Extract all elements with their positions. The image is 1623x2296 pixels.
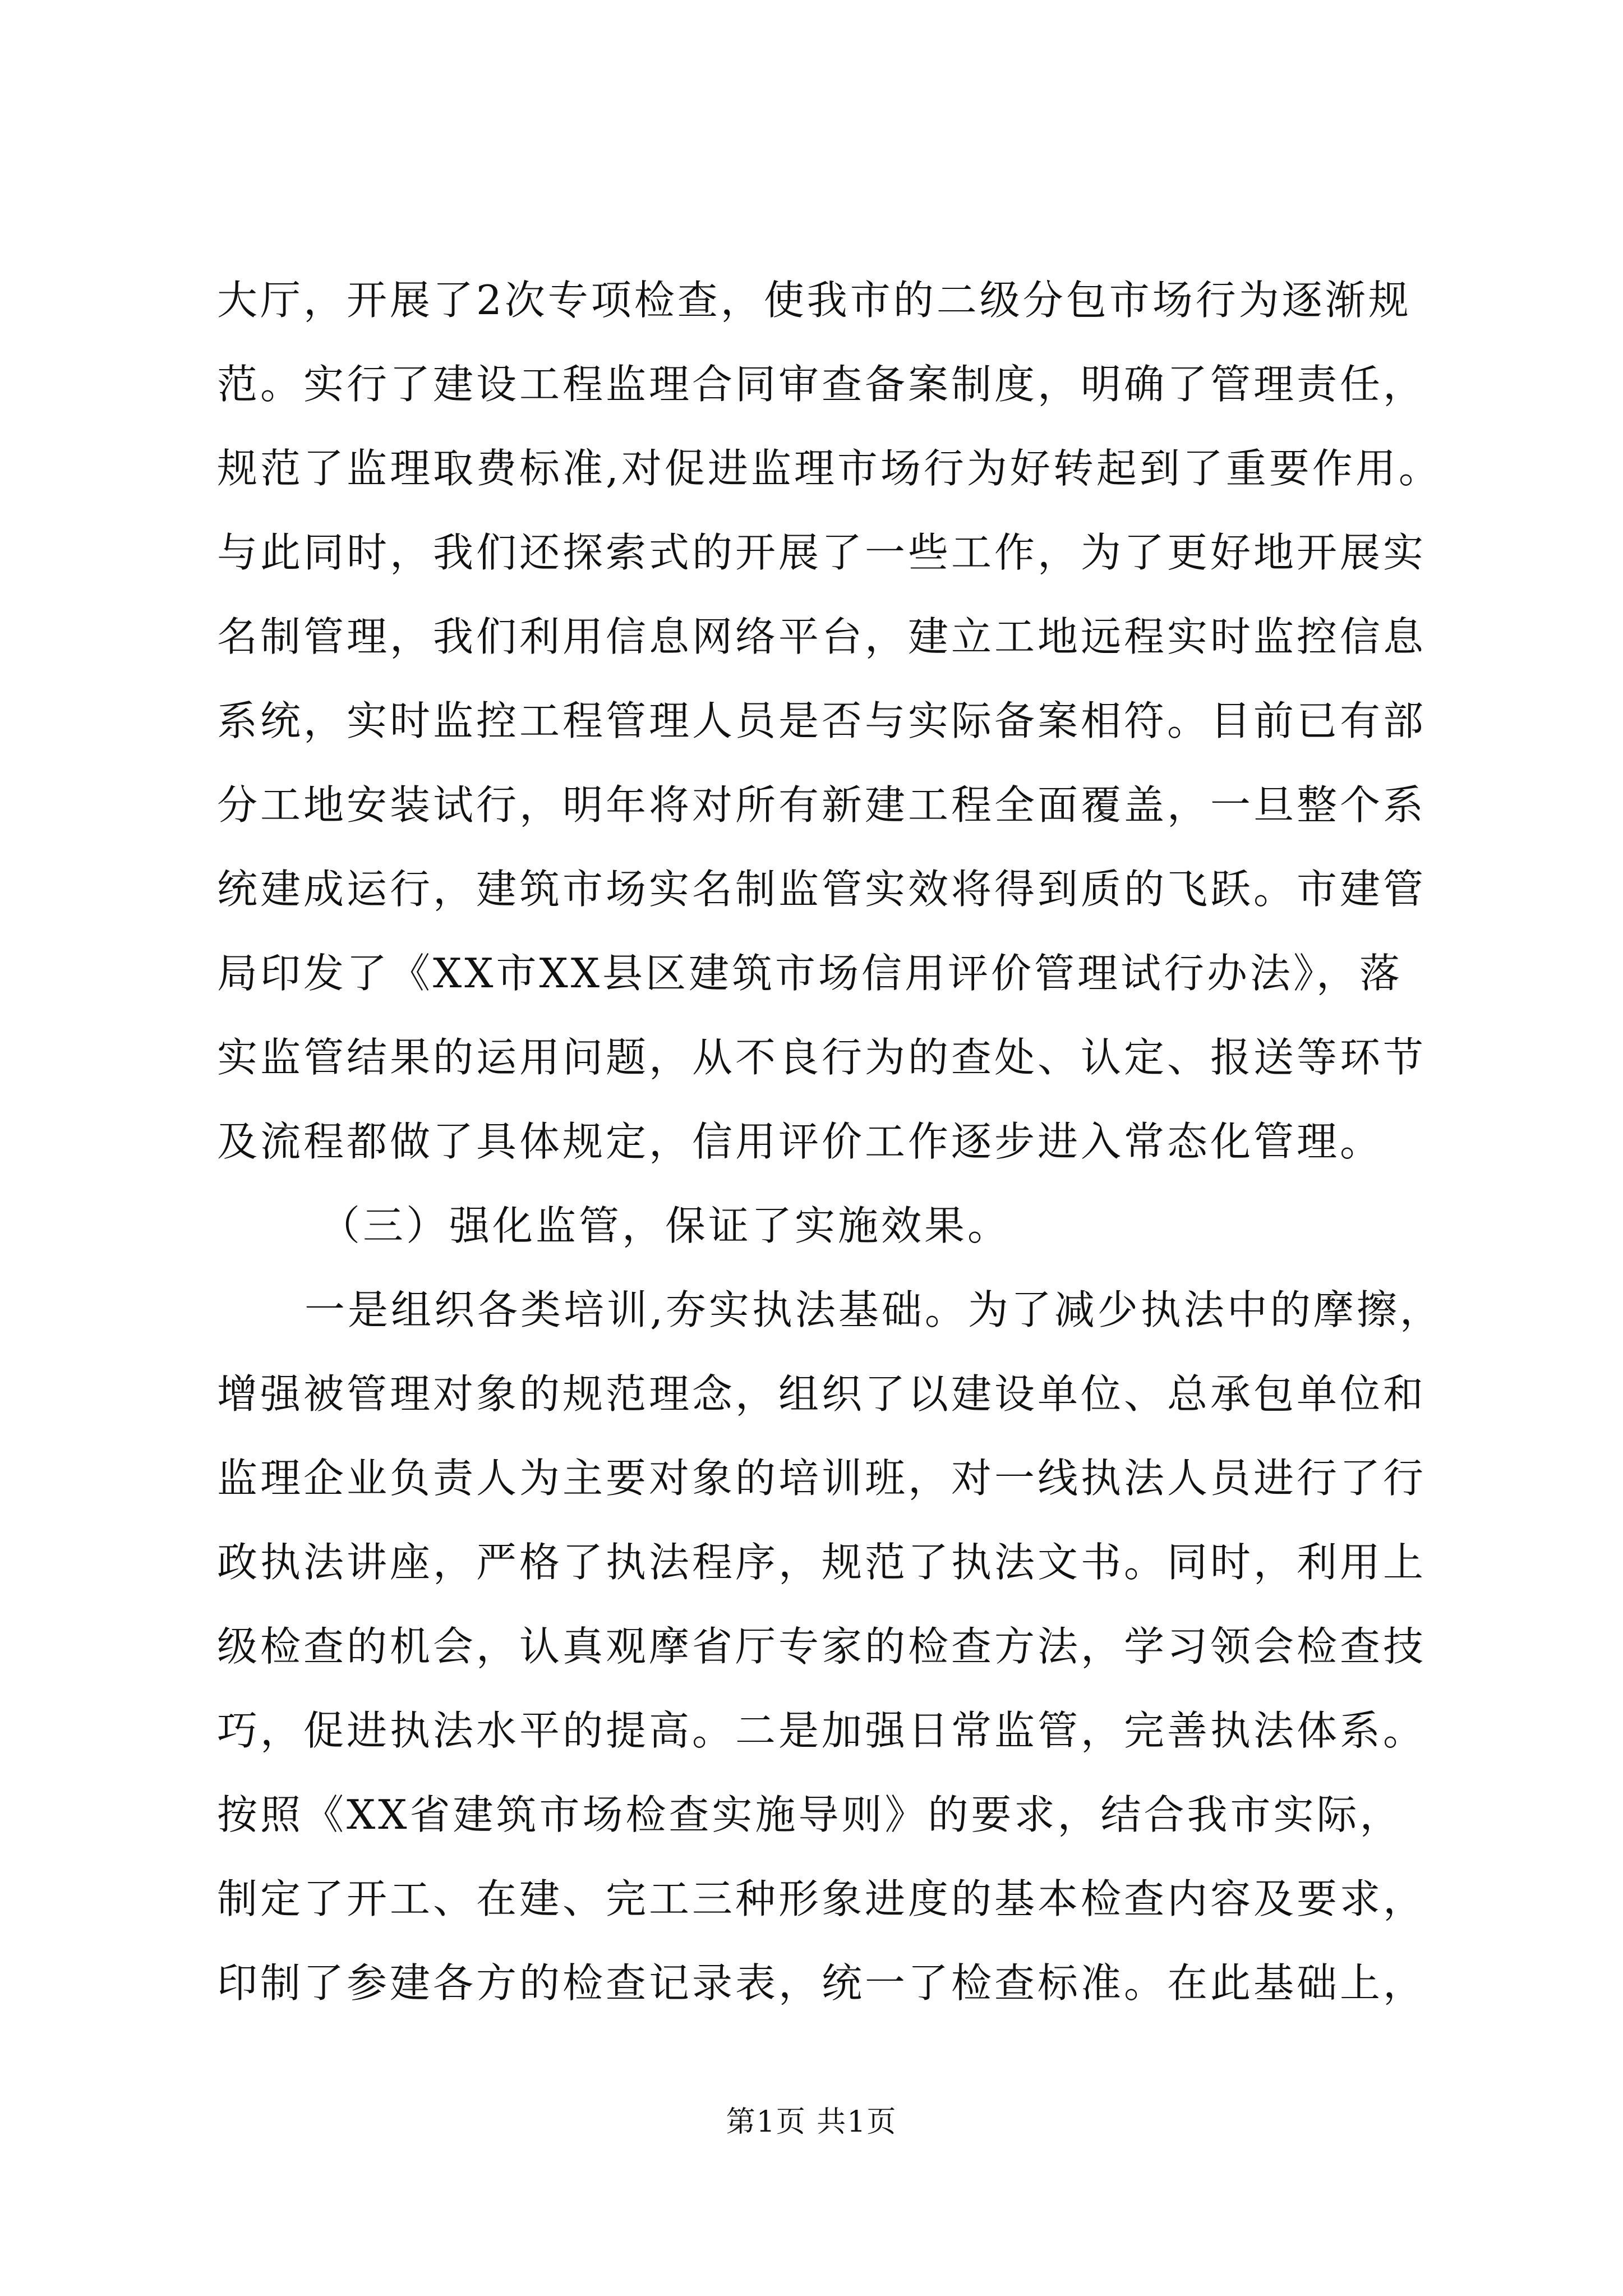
page-number-footer: 第1页 共1页: [726, 2105, 897, 2139]
paragraph-line: 按照《XX省建筑市场检查实施导则》的要求，结合我市实际，: [217, 1791, 1403, 1838]
paragraph-line: 级检查的机会，认真观摩省厅专家的检查方法，学习领会检查技: [217, 1623, 1427, 1670]
paragraph-line: 增强被管理对象的规范理念，组织了以建设单位、总承包单位和: [217, 1370, 1427, 1418]
paragraph-line: 印制了参建各方的检查记录表，统一了检查标准。在此基础上，: [217, 1959, 1427, 2007]
paragraph-line: 局印发了《XX市XX县区建筑市场信用评价管理试行办法》，落: [217, 950, 1403, 997]
document-body: [217, 258, 1484, 2025]
paragraph-line: 统建成运行，建筑市场实名制监管实效将得到质的飞跃。市建管: [217, 866, 1427, 913]
paragraph-line: 巧，促进执法水平的提高。二是加强日常监管，完善执法体系。: [217, 1707, 1427, 1754]
paragraph-line: 范。实行了建设工程监理合同审查备案制度，明确了管理责任，: [217, 361, 1427, 408]
paragraph-line: 规范了监理取费标准,对促进监理市场行为好转起到了重要作用。: [217, 445, 1442, 492]
paragraph-line: 政执法讲座，严格了执法程序，规范了执法文书。同时，利用上: [217, 1539, 1427, 1586]
paragraph-line: 分工地安装试行，明年将对所有新建工程全面覆盖，一旦整个系: [217, 781, 1427, 829]
paragraph-line: 监理企业负责人为主要对象的培训班，对一线执法人员进行了行: [217, 1455, 1427, 1502]
paragraph-line: 制定了开工、在建、完工三种形象进度的基本检查内容及要求，: [217, 1875, 1427, 1922]
paragraph-first-line: 一是组织各类培训,夯实执法基础。为了减少执法中的摩擦，: [305, 1286, 1443, 1333]
paragraph-line: 与此同时，我们还探索式的开展了一些工作，为了更好地开展实: [217, 529, 1427, 576]
paragraph-line: 大厅，开展了2次专项检查，使我市的二级分包市场行为逐渐规: [217, 277, 1412, 324]
paragraph-line: 实监管结果的运用问题，从不良行为的查处、认定、报送等环节: [217, 1034, 1427, 1081]
paragraph-line: 系统，实时监控工程管理人员是否与实际备案相符。目前已有部: [217, 697, 1427, 744]
paragraph-line: 名制管理，我们利用信息网络平台，建立工地远程实时监控信息: [217, 613, 1427, 660]
paragraph-line: 及流程都做了具体规定，信用评价工作逐步进入常态化管理。: [217, 1118, 1384, 1165]
section-heading: （三）强化监管，保证了实施效果。: [320, 1202, 1011, 1249]
